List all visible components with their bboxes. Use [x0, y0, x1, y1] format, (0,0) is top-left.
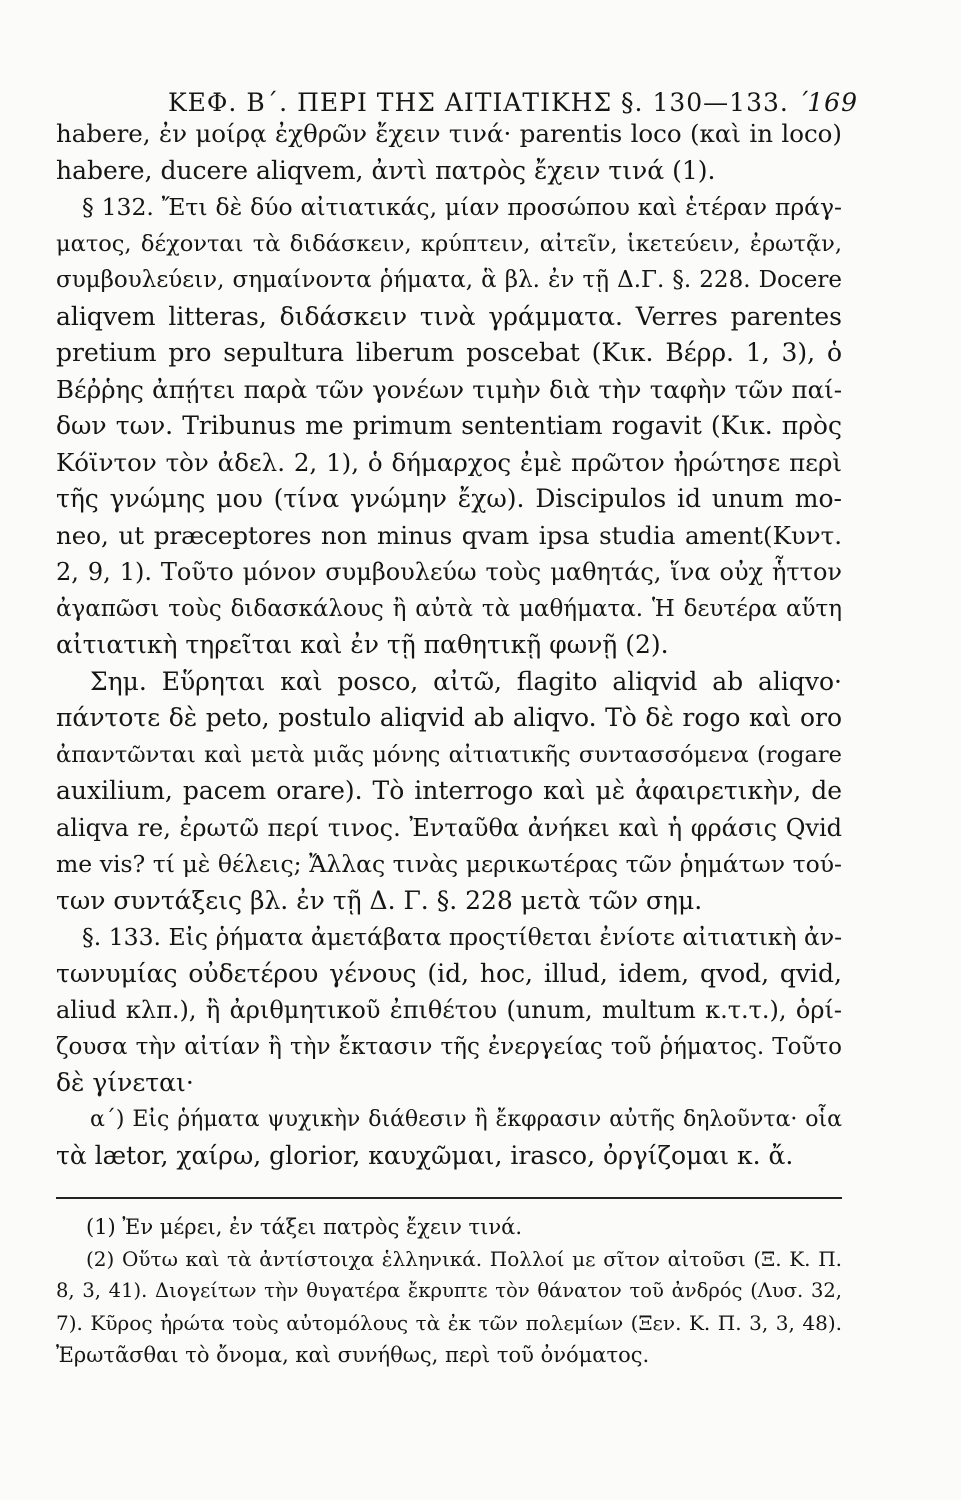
text-line: δων των. Tribunus me primum sententiam rogavit (Κικ. πρὸς: [56, 411, 842, 440]
footnote-2: (2) Οὕτω καὶ τὰ ἀντίστοιχα ἑλληνικά. Πολλοί με σῖτον αἰτοῦσι (Ξ. Κ. Π.: [86, 1247, 842, 1271]
section-132-start: § 132. Ἔτι δὲ δύο αἰτιατικάς, μίαν προσώπου καὶ ἑτέραν πράγ-: [82, 193, 842, 221]
text-line: 2, 9, 1). Τοῦτο μόνον συμβουλεύω τοὺς μαθητάς, ἵνα οὐχ ἧττον: [56, 558, 842, 586]
note-paragraph-start: Σημ. Εὕρηται καὶ posco, αἰτῶ, flagito aliqvid ab aliqvo·: [90, 666, 842, 696]
text-line: aliud κλπ.), ἢ ἀριθμητικοῦ ἐπιθέτου (unum, multum κ.τ.τ.), ὁρί-: [56, 996, 842, 1024]
text-line: συμβουλεύειν, σημαίνοντα ῥήματα, ἃ βλ. ἐν τῇ Δ.Γ. §. 228. Docere: [56, 267, 842, 293]
text-line: neo, ut præceptores non minus qvam ipsa studia ament(Κυντ.: [56, 520, 842, 550]
footnote-line: 7). Κῦρος ἠρώτα τοὺς αὐτομόλους τὰ ἐκ τῶν πολεμίων (Ξεν. Κ. Π. 3, 3, 48).: [56, 1311, 842, 1335]
text-line: auxilium, pacem orare). Τὸ interrogo καὶ μὲ ἀφαιρετικὴν, de: [56, 776, 842, 805]
text-line: habere, ducere aliqvem, ἀντὶ πατρὸς ἔχειν τινά (1).: [56, 155, 716, 185]
subsection-alpha-start: α΄) Εἰς ῥήματα ψυχικὴν διάθεσιν ἢ ἔκφρασιν αὐτῆς δηλοῦντα· οἷα: [90, 1106, 842, 1132]
text-line: τωνυμίας οὐδετέρου γένους (id, hoc, illud, idem, qvod, qvid,: [56, 958, 842, 988]
section-133-start: §. 133. Εἰς ῥήματα ἀμετάβατα προςτίθεται ἐνίοτε αἰτιατικὴ ἀν-: [82, 923, 842, 951]
footnote-line: 8, 3, 41). Διογείτων τὴν θυγατέρα ἔκρυπτε τὸν θάνατον τοῦ ἀνδρός (Λυσ. 32,: [56, 1279, 842, 1302]
text-line: aliqvem litteras, διδάσκειν τινὰ γράμματα. Verres parentes: [56, 301, 842, 331]
footnotes: [56, 1211, 842, 1371]
text-line: των συντάξεις βλ. ἐν τῇ Δ. Γ. §. 228 μετὰ τῶν σημ.: [56, 885, 703, 915]
footnote-divider: [56, 1197, 842, 1199]
text-line: ἀπαντῶνται καὶ μετὰ μιᾶς μόνης αἰτιατικῆς συντασσόμενα (rogare: [56, 741, 842, 768]
text-line: habere, ἐν μοίρᾳ ἐχθρῶν ἔχειν τινά· parentis loco (καὶ in loco): [56, 119, 842, 148]
text-line: Βέῤῥης ἀπῄτει παρὰ τῶν γονέων τιμὴν διὰ τὴν ταφὴν τῶν παί-: [56, 374, 842, 404]
text-line: πάντοτε δὲ peto, postulo aliqvid ab aliqvo. Τὸ δὲ rogo καὶ oro: [56, 703, 842, 732]
footnote-1: (1) Ἐν μέρει, ἐν τάξει πατρὸς ἔχειν τινά.: [86, 1215, 523, 1239]
text-line: ἀγαπῶσι τοὺς διδασκάλους ἢ αὐτὰ τὰ μαθήματα. Ἡ δευτέρα αὕτη: [56, 595, 842, 622]
text-line: αἰτιατικὴ τηρεῖται καὶ ἐν τῇ παθητικῇ φωνῇ (2).: [56, 630, 669, 659]
header-title: ΚΕΦ. Β΄. ΠΕΡΙ ΤΗΣ ΑΙΤΙΑΤΙΚΗΣ §. 130—133. ΄: [168, 88, 812, 117]
text-line: pretium pro sepultura liberum poscebat (Κικ. Βέρρ. 1, 3), ὁ: [56, 338, 842, 367]
running-header: [168, 88, 858, 117]
text-line: ματος, δέχονται τὰ διδάσκειν, κρύπτειν, αἰτεῖν, ἱκετεύειν, ἐρωτᾷν,: [56, 230, 842, 257]
text-line: Κόϊντον τὸν ἀδελ. 2, 1), ὁ δήμαρχος ἐμὲ πρῶτον ἠρώτησε περὶ: [56, 447, 842, 477]
text-line: ζουσα τὴν αἰτίαν ἢ τὴν ἔκτασιν τῆς ἐνεργείας τοῦ ῥήματος. Τοῦτο: [56, 1033, 842, 1060]
text-line: τῆς γνώμης μου (τίνα γνώμην ἔχω). Discipulos id unum mo-: [56, 484, 842, 513]
text-line: me vis? τί μὲ θέλεις; Ἄλλας τινὰς μερικωτέρας τῶν ῥημάτων τού-: [56, 850, 842, 878]
page-number: 169: [807, 88, 858, 117]
text-line: aliqva re, ἐρωτῶ περί τινος. Ἐνταῦθα ἀνήκει καὶ ἡ φράσις Qvid: [56, 813, 842, 842]
text-line: δὲ γίνεται·: [56, 1068, 194, 1097]
main-text: [56, 116, 842, 1175]
footnote-line: Ἐρωτᾶσθαι τὸ ὄνομα, καὶ συνήθως, περὶ τοῦ ὀνόματος.: [56, 1343, 650, 1367]
text-line: τὰ lætor, χαίρω, glorior, καυχῶμαι, irasco, ὀργίζομαι κ. ἄ.: [56, 1141, 794, 1170]
